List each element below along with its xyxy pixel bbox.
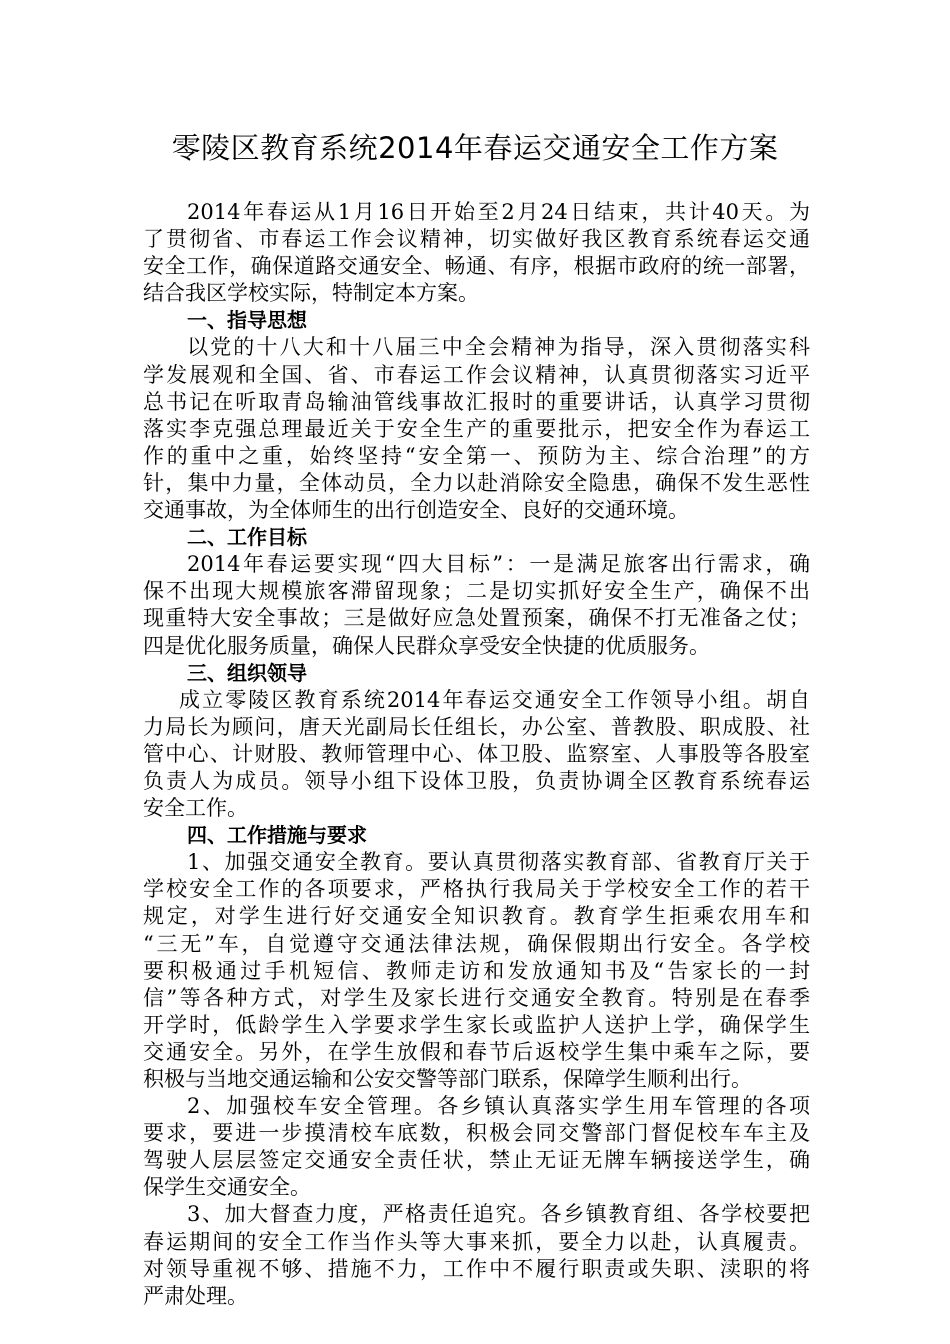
text-line: 针，集中力量，全体动员，全力以赴消除安全隐患，确保不发生恶性 [143, 470, 810, 495]
text-line: 信”等各种方式，对学生及家长进行交通安全教育。特别是在春季 [143, 985, 810, 1010]
text-line: 管中心、计财股、教师管理中心、体卫股、监察室、人事股等各股室 [143, 741, 810, 766]
text-line: 2、加强校车安全管理。各乡镇认真落实学生用车管理的各项 [187, 1094, 810, 1119]
text-line: 以党的十八大和十八届三中全会精神为指导，深入贯彻落实科 [187, 335, 810, 360]
text-line: 四是优化服务质量，确保人民群众享受安全快捷的优质服务。 [143, 633, 710, 658]
text-line: 2014年春运要实现“四大目标”：一是满足旅客出行需求，确 [187, 552, 810, 577]
text-line: 积极与当地交通运输和公安交警等部门联系，保障学生顺利出行。 [143, 1067, 752, 1091]
text-line: 了贯彻省、市春运工作会议精神，切实做好我区教育系统春运交通 [143, 227, 810, 252]
section-heading: 一、指导思想 [187, 308, 307, 333]
text-line: 要积极通过手机短信、教师走访和发放通知书及“告家长的一封 [143, 958, 810, 983]
document-title: 零陵区教育系统2014年春运交通安全工作方案 [171, 131, 779, 165]
text-line: 对领导重视不够、措施不力，工作中不履行职责或失职、渎职的将 [143, 1256, 810, 1281]
text-line: 交通安全。另外，在学生放假和春节后返校学生集中乘车之际，要 [143, 1039, 810, 1064]
section-heading: 三、组织领导 [187, 660, 307, 685]
text-line: 春运期间的安全工作当作头等大事来抓，要全力以赴，认真履责。 [143, 1229, 810, 1254]
text-line: 交通事故，为全体师生的出行创造安全、良好的交通环境。 [143, 498, 689, 523]
text-line: 3、加大督查力度，严格责任追究。各乡镇教育组、各学校要把 [187, 1202, 810, 1227]
text-line: 落实李克强总理最近关于安全生产的重要批示，把安全作为春运工 [143, 416, 810, 441]
text-line: 驾驶人层层签定交通安全责任状，禁止无证无牌车辆接送学生，确 [143, 1148, 810, 1173]
text-line: 力局长为顾问，唐天光副局长任组长，办公室、普教股、职成股、社 [143, 714, 810, 739]
text-line: 1、加强交通安全教育。要认真贯彻落实教育部、省教育厅关于 [187, 850, 810, 875]
section-heading: 四、工作措施与要求 [187, 823, 367, 848]
text-line: 学校安全工作的各项要求，严格执行我局关于学校安全工作的若干 [143, 877, 810, 902]
text-line: 规定，对学生进行好交通安全知识教育。教育学生拒乘农用车和 [143, 904, 810, 929]
text-line: 结合我区学校实际，特制定本方案。 [143, 281, 479, 306]
text-line: 总书记在听取青岛输油管线事故汇报时的重要讲话，认真学习贯彻 [143, 389, 810, 414]
text-line: “三无”车，自觉遵守交通法律法规，确保假期出行安全。各学校 [143, 931, 810, 956]
text-line: 严肃处理。 [143, 1283, 248, 1308]
text-line: 成立零陵区教育系统2014年春运交通安全工作领导小组。胡自 [179, 687, 810, 712]
text-line: 现重特大安全事故；三是做好应急处置预案，确保不打无准备之仗； [143, 606, 810, 631]
text-line: 保学生交通安全。 [143, 1175, 311, 1200]
text-line: 2014年春运从1月16日开始至2月24日结束，共计40天。为 [187, 200, 810, 224]
text-line: 保不出现大规模旅客滞留现象；二是切实抓好安全生产，确保不出 [143, 579, 810, 604]
text-line: 要求，要进一步摸清校车底数，积极会同交警部门督促校车车主及 [143, 1121, 810, 1146]
text-line: 安全工作，确保道路交通安全、畅通、有序，根据市政府的统一部署， [143, 254, 810, 279]
text-line: 开学时，低龄学生入学要求学生家长或监护人送护上学，确保学生 [143, 1012, 810, 1037]
text-line: 作的重中之重，始终坚持“安全第一、预防为主、综合治理”的方 [143, 443, 810, 468]
document-body [143, 199, 810, 1310]
text-line: 负责人为成员。领导小组下设体卫股，负责协调全区教育系统春运 [143, 768, 810, 793]
text-line: 学发展观和全国、省、市春运工作会议精神，认真贯彻落实习近平 [143, 362, 810, 387]
section-heading: 二、工作目标 [187, 525, 307, 550]
text-line: 安全工作。 [143, 796, 248, 821]
